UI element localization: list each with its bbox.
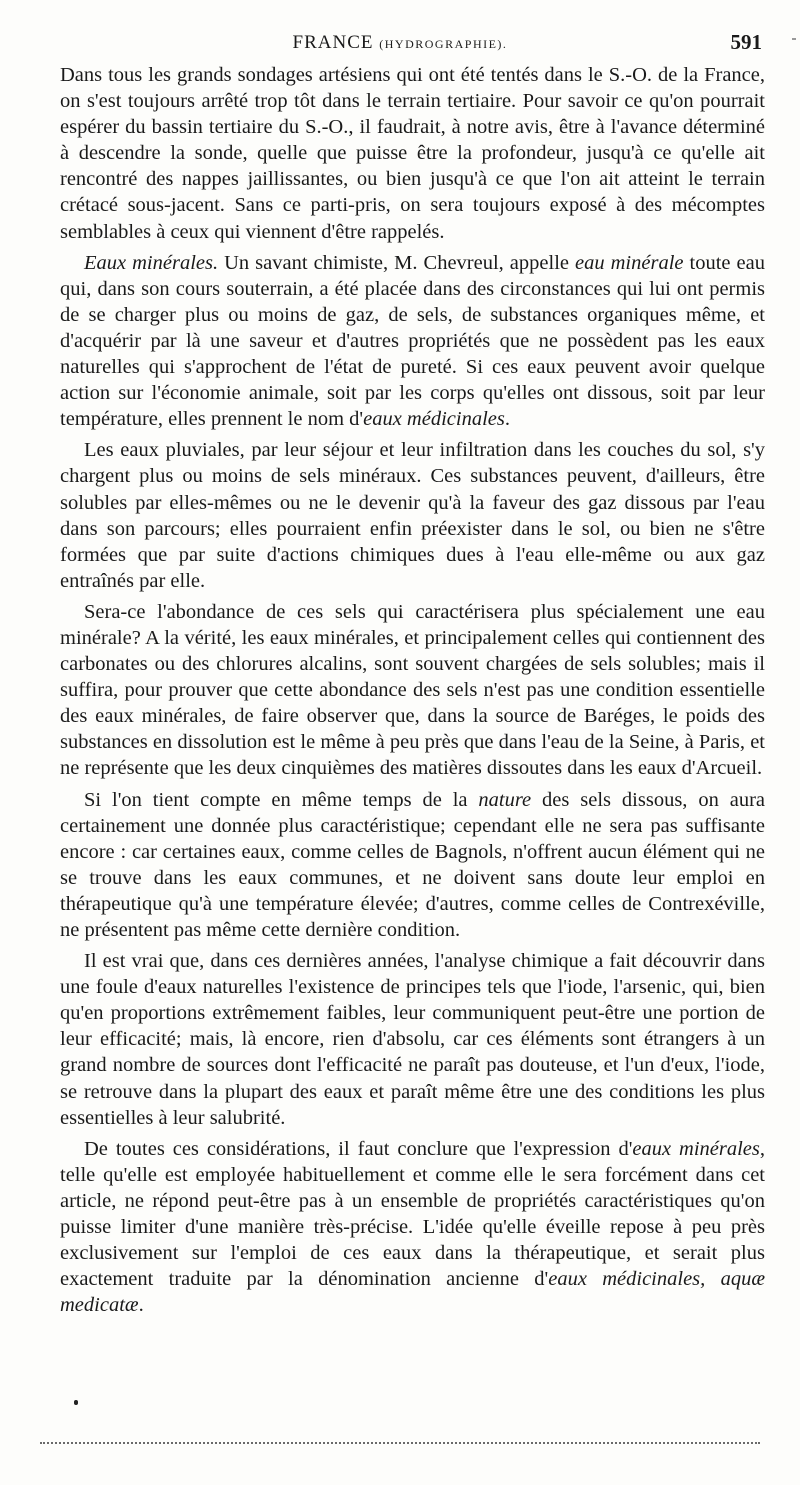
- paragraph-text: .: [138, 1294, 144, 1317]
- running-title-main: FRANCE: [292, 32, 374, 53]
- bottom-dotted-rule: [40, 1442, 760, 1444]
- running-header: [0, 32, 800, 60]
- paragraph-abondance-sels: Sera-ce l'abondance de ces sels qui caractérisera plus spécialement une eau minérale? A la vérité, les eaux minérales, et principalement celles qui contiennent des carbonates ou des chlorures alcalins, sont souvent chargées de sels solubles; mais il suffira, pour prouver que cette abondance des sels n'est pas une condition essentielle des eaux minérales, de faire observer que, dans la source de Baréges, le poids des substances en dissolution est le même à peu près que dans l'eau de la Seine, à Paris, et ne représente que les deux cinquièmes des matières dissoutes dans les eaux d'Arcueil.: [60, 600, 765, 780]
- paragraph-eaux-pluviales: Les eaux pluviales, par leur séjour et leur infiltration dans les couches du sol, s'y chargent plus ou moins de sels minéraux. Ces substances peuvent, d'ailleurs, être solubles par elles-mêmes ou ne le devenir qu'à la faveur des gaz dissous par l'eau dans son parcours; elles pourraient enfin préexister dans le sol, ou bien ne s'être formées que par suite d'actions chimiques dues à l'eau elle-même ou aux gaz entraînés par elle.: [60, 439, 765, 592]
- paragraph-text: toute eau qui, dans son cours souterrain, a été placée dans des circonstances qui lui ont permis de se charger plus ou moins de gaz, de sels, de substances organiques même, et d'acquérir par là une saveur et d'autres propriétés que ne possèdent pas les eaux naturelles qui s'approchent de l'état de pureté. Si ces eaux peuvent avoir quelque action sur l'économie animale, soit par les corps qu'elles ont dissous, soit par leur température, elles prennent le nom d': [60, 251, 765, 431]
- paragraph-analyse-chimique: Il est vrai que, dans ces dernières années, l'analyse chimique a fait découvrir dans une foule d'eaux naturelles l'existence de principes tels que l'iode, l'arsenic, qui, bien qu'en proportions extrêmement faibles, leur communiquent peut-être une portion de leur efficacité; mais, là encore, rien d'absolu, car ces éléments sont étrangers à un grand nombre de sources dont l'efficacité ne paraît pas douteuse, et l'un d'eux, l'iode, se retrouve dans la plupart des eaux et paraît même être une des conditions les plus essentielles à leur salubrité.: [60, 950, 765, 1129]
- paragraph-text: De toutes ces considérations, il faut conclure que l'expression d': [84, 1137, 633, 1160]
- italic-term: eaux médicinales: [363, 408, 505, 431]
- paragraph-text: Un savant chimiste, M. Chevreul, appelle: [218, 251, 576, 274]
- body-text: [60, 62, 765, 1318]
- edge-mark: [792, 38, 796, 40]
- italic-term: nature: [478, 788, 532, 811]
- ink-speck: [74, 1400, 78, 1405]
- italic-term: eaux médicinales, aquæ medicatæ: [60, 1268, 765, 1317]
- running-title: [0, 32, 800, 54]
- paragraph-sondages: Dans tous les grands sondages artésiens qui ont été tentés dans le S.-O. de la France, on s'est toujours arrêté trop tôt dans le terrain tertiaire. Pour savoir ce qu'on pourrait espérer du bassin tertiaire du S.-O., il faudrait, à notre avis, être à l'avance déterminé à descendre la sonde, quelle que puisse être la profondeur, jusqu'à ce qu'elle ait rencontré des nappes jaillissantes, ou bien jusqu'à ce que l'on ait atteint le terrain crétacé sous-jacent. Sans ce parti-pris, on sera toujours exposé à des mécomptes semblables à ceux qui viennent d'être rappelés.: [60, 64, 765, 243]
- paragraph-text: .: [504, 408, 510, 431]
- page-number: 591: [730, 30, 762, 54]
- paragraph-text: Si l'on tient compte en même temps de la: [84, 788, 479, 811]
- paragraph-eaux-minerales-definition: [60, 250, 765, 433]
- paragraph-nature-sels: [60, 787, 765, 944]
- running-title-subtitle: (HYDROGRAPHIE).: [379, 37, 508, 51]
- paragraph-text: des sels dissous, on aura certainement une donnée plus caractéristique; cependant elle ne sera pas suffisante encore : car certaines eaux, comme celles de Bagnols, n'offrent aucun élément qui ne se trouve dans les eaux communes, et ne doivent sans doute leur emploi en thérapeutique qu'à une température élevée; d'autres, comme celles de Contrexéville, ne présentent pas même cette dernière condition.: [60, 788, 765, 941]
- italic-term: eaux minérales: [632, 1137, 760, 1160]
- paragraph-text: , telle qu'elle est employée habituellement et comme elle le sera forcément dans cet article, ne répond peut-être pas à un ensemble de propriétés caractéristiques qu'on puisse limiter d'une manière très-précise. L'idée qu'elle éveille repose à peu près exclusivement sur l'emploi de ces eaux dans la thérapeutique, et serait plus exactement traduite par la dénomination ancienne d': [60, 1137, 766, 1291]
- section-heading-eaux-minerales: Eaux minérales.: [84, 251, 219, 274]
- paragraph-conclusion: [60, 1136, 765, 1319]
- italic-term: eau minérale: [575, 251, 684, 274]
